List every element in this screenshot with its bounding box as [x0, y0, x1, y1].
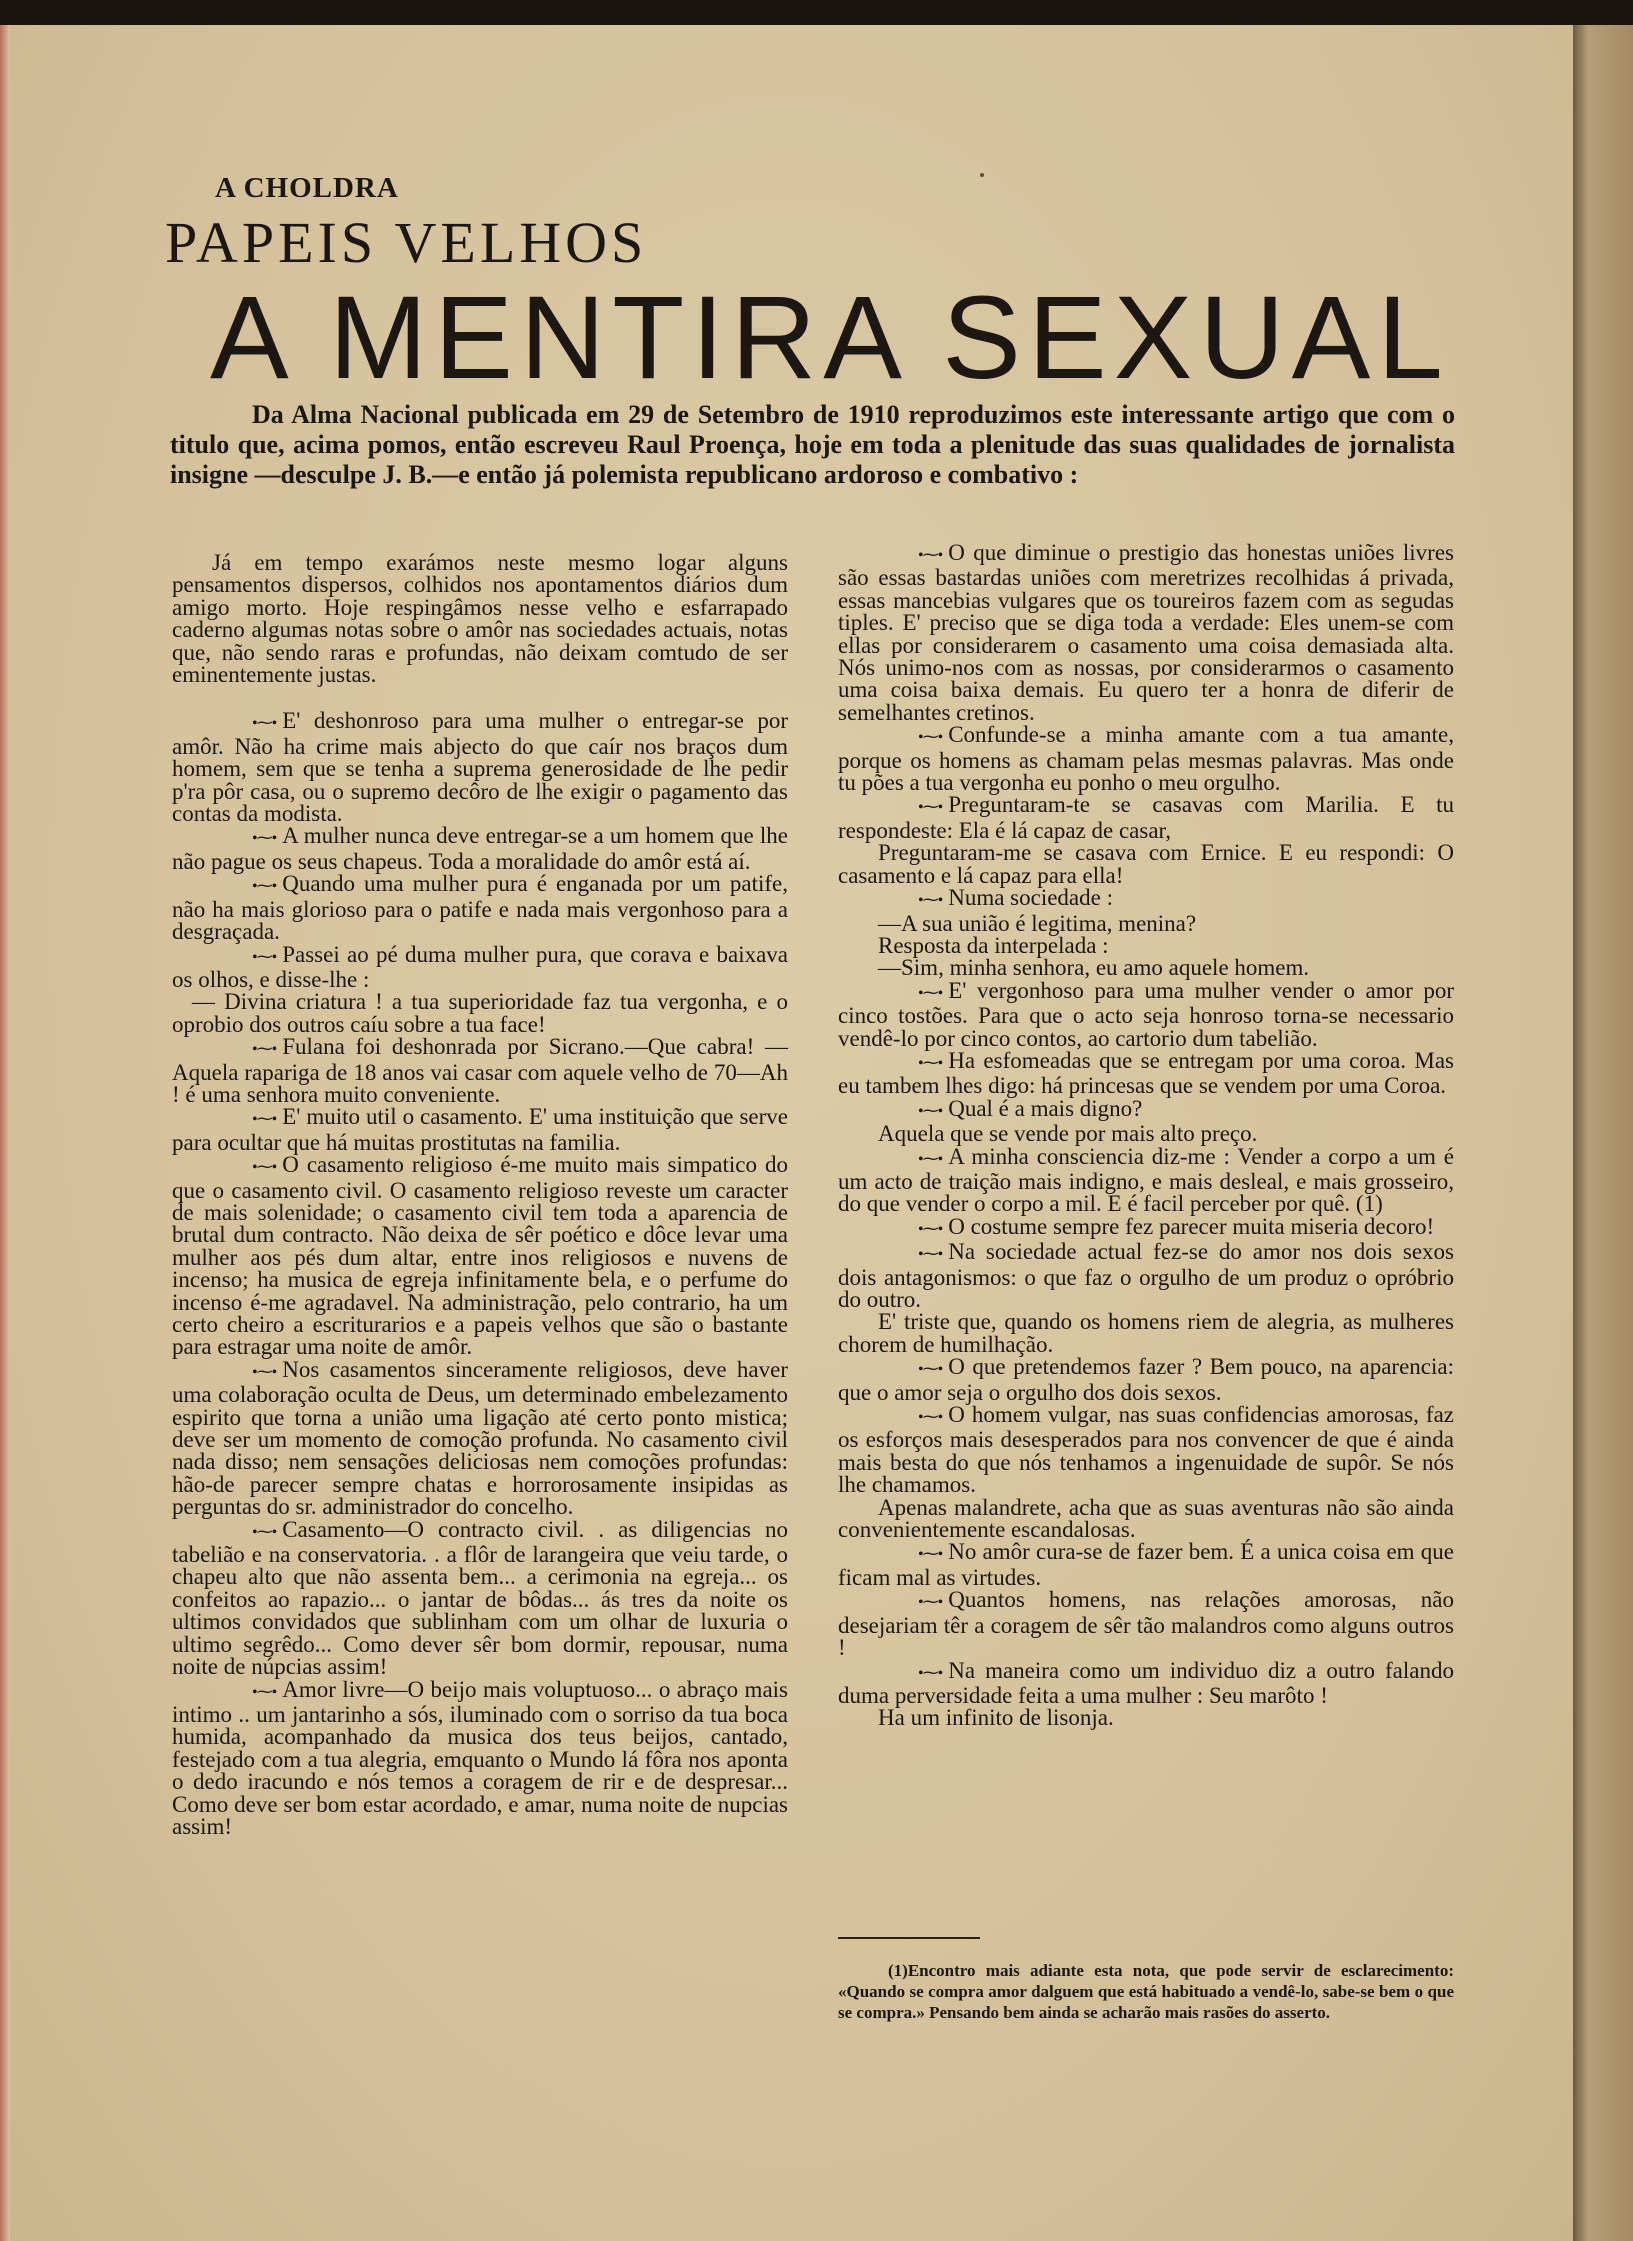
ornament-icon: •⁓•: [918, 1220, 943, 1238]
ornament-icon: •⁓•: [918, 1664, 943, 1682]
paragraph: •⁓• A mulher nunca deve entregar-se a um homem que lhe não pague os seus chapeus. Toda a moralidade do amôr está aí.: [172, 823, 788, 874]
paragraph: Aquela que se vende por mais alto preço.: [878, 1121, 1258, 1147]
paragraph: •⁓• Nos casamentos sinceramente religiosos, deve haver uma colaboração oculta de Deus, um determinado embelezamento espirito que torna a união uma ligação até certo ponto mistica; deve ser um momento de comoção profunda. No casamento civil nada disso; nem sensações deliciosas nem comoções profundas: hão-de parecer sempre chatas e horrorosamente insipidas as perguntas do sr. administrador do concelho.: [172, 1356, 788, 1520]
ornament-icon: •⁓•: [252, 1111, 277, 1129]
newspaper-page: [0, 25, 1573, 2241]
ornament-icon: •⁓•: [252, 1523, 277, 1541]
paragraph: •⁓• O que pretendemos fazer ? Bem pouco, na aparencia: que o amor seja o orgulho dos dois sexos.: [838, 1354, 1454, 1405]
ornament-icon: •⁓•: [918, 547, 943, 564]
ornament-icon: •⁓•: [252, 830, 277, 848]
section-heading: A CHOLDRA: [215, 172, 399, 204]
adjacent-page-edge: [1573, 25, 1633, 2241]
paragraph: •⁓• E' muito util o casamento. E' uma instituição que serve para ocultar que há muitas prostitutas na familia.: [172, 1104, 788, 1155]
ornament-icon: •⁓•: [918, 1246, 943, 1264]
ornament-icon: •⁓•: [918, 1594, 943, 1612]
paragraph: •⁓• Quando uma mulher pura é enganada por um patife, não ha mais glorioso para o patife e nada mais vergonhoso para a desgraçada.: [172, 871, 788, 945]
paragraph: Apenas malandrete, acha que as suas aventuras não são ainda convenientemente escandalosas.: [838, 1494, 1454, 1543]
paragraph: •⁓• Passei ao pé duma mulher pura, que corava e baixava os olhos, e disse-lhe :: [172, 941, 788, 992]
ornament-icon: •⁓•: [918, 984, 943, 1002]
paragraph: •⁓• Qual é a mais digno?: [838, 1098, 1454, 1123]
ink-speck: [980, 173, 984, 177]
paragraph: —Sim, minha senhora, eu amo aquele homem.: [878, 955, 1310, 981]
paragraph: •⁓• Preguntaram-te se casavas com Marilia. E tu respondeste: Ela é lá capaz de casar,: [838, 792, 1454, 843]
ornament-icon: •⁓•: [252, 1363, 277, 1381]
ornament-icon: •⁓•: [252, 1159, 277, 1177]
paragraph: •⁓• Quantos homens, nas relações amorosas, não desejariam têr a coragem de sêr tão malandros como alguns outros !: [838, 1587, 1454, 1661]
article-title: A MENTIRA SEXUAL: [210, 272, 1450, 404]
paragraph: •⁓• A minha consciencia diz-me : Vender a corpo a um é um acto de traição mais indigno, e mais desleal, e mais grosseiro, do que vender o corpo a mil. E é facil perceber por quê. (1): [838, 1143, 1454, 1217]
ornament-icon: •⁓•: [918, 729, 943, 747]
paragraph: •⁓• Fulana foi deshonrada por Sicrano.—Que cabra! —Aquela rapariga de 18 anos vai casar com aquele velho de 70—Ah ! é uma senhora muito conveniente.: [172, 1034, 788, 1107]
paragraph: •⁓• Amor livre—O beijo mais voluptuoso... o abraço mais intimo .. um jantarinho a sós, iluminado com o sorriso da tua boca humida, acompanhado da musica dos teus beijos, cantado, festejado com a tua alegria, emquanto o Mundo lá fôra nos aponta o dedo iracundo e nós temos a coragem de rir e de despresar... Como deve ser bom estar acordado, e amar, numa noite de nupcias assim!: [172, 1676, 788, 1839]
ornament-icon: •⁓•: [252, 878, 277, 896]
ornament-icon: •⁓•: [252, 1041, 277, 1059]
paragraph: E' triste que, quando os homens riem de alegria, as mulheres chorem de humilhação.: [838, 1309, 1454, 1357]
paragraph: Ha um infinito de lisonja.: [878, 1705, 1114, 1731]
paragraph: — Divina criatura ! a tua superioridade faz tua vergonha, e o oprobio dos outros caíu sobre a tua face!: [172, 989, 788, 1037]
paragraph: •⁓• Confunde-se a minha amante com a tua amante, porque os homens as chamam pelas mesmas palavras. Mas onde tu pões a tua vergonha eu ponho o meu orgulho.: [838, 722, 1454, 796]
paragraph: Já em tempo exarámos neste mesmo logar alguns pensamentos dispersos, colhidos nos apontamentos diários dum amigo morto. Hoje respingâmos nesse velho e esfarrapado caderno algumas notas sobre o amôr nas sociedades actuais, notas que, não sendo raras e profundas, não deixam comtudo de ser eminentemente justas.: [172, 550, 788, 688]
ornament-icon: •⁓•: [252, 948, 277, 966]
ornament-icon: •⁓•: [918, 1150, 943, 1168]
paragraph: Preguntaram-me se casava com Ernice. E eu respondi: O casamento e lá capaz para ella!: [838, 840, 1454, 888]
ornament-icon: •⁓•: [918, 1409, 943, 1427]
ornament-icon: •⁓•: [252, 1683, 277, 1701]
paragraph: •⁓• E' deshonroso para uma mulher o entregar-se por amôr. Não ha crime mais abjecto do que caír nos braços dum homem, sem que se tenha a suprema generosidade de lhe pedir p'ra pôr casa, ou o supremo decôro de lhe exigir o pagamento das contas da modista.: [172, 708, 788, 827]
ornament-icon: •⁓•: [918, 1361, 943, 1379]
paragraph: •⁓• O casamento religioso é-me muito mais simpatico do que o casamento civil. O casamento religioso reveste um caracter de mais solenidade; o casamento civil tem toda a aparencia de brutal dum contracto. Não deixa de sêr poético e dôce levar uma mulher aos pés dum altar, entre inos religiosos e nuvens de incenso; ha musica de egreja infinitamente bela, e o perfume do incenso é-me agradavel. Na administração, pelo contrario, ha um certo cheiro a escriturarios e a papeis velhos que são o bastante para estragar uma noite de amôr.: [172, 1152, 788, 1360]
series-title: PAPEIS VELHOS: [165, 210, 648, 275]
page-edge: [0, 25, 10, 2241]
paragraph: •⁓• Na maneira como um individuo diz a outro falando duma perversidade feita a uma mulher : Seu marôto !: [838, 1657, 1454, 1708]
paragraph: •⁓• O homem vulgar, nas suas confidencias amorosas, faz os esforços mais desesperados para nos convencer de que é ainda mais besta do que nós tenhamos a ingenuidade de supôr. Se nós lhe chamamos.: [838, 1402, 1454, 1498]
column-right: [838, 542, 1454, 1730]
intro-paragraph: Da Alma Nacional publicada em 29 de Setembro de 1910 reproduzimos este interessante artigo que com o titulo que, acima pomos, então escreveu Raul Proença, hoje em toda a plenitude das suas qualidades de jornalista insigne —desculpe J. B.—e então já polemista republicano ardoroso e combativo :: [170, 400, 1455, 489]
paragraph: •⁓• O costume sempre fez parecer muita miseria decoro!: [838, 1216, 1454, 1241]
paragraph: •⁓• No amôr cura-se de fazer bem. É a unica coisa em que ficam mal as virtudes.: [838, 1539, 1454, 1590]
ornament-icon: •⁓•: [918, 1054, 943, 1072]
paragraph: •⁓• Ha esfomeadas que se entregam por uma coroa. Mas eu tambem lhes digo: há princesas que se vendem por uma Coroa.: [838, 1047, 1454, 1099]
paragraph: •⁓• E' vergonhoso para uma mulher vender o amor por cinco tostões. Para que o acto seja honroso torna-se necessario vendê-lo por cinco contos, ao cartorio dum tabelião.: [838, 977, 1454, 1051]
paragraph: Resposta da interpelada :: [878, 932, 1109, 958]
footnote: (1)Encontro mais adiante esta nota, que pode servir de esclarecimento: «Quando se compra amor dalguem que está habituado a vendê-lo, sabe-se bem o que se compra.» Pensando bem ainda se acharão mais rasões do asserto.: [838, 1961, 1454, 2022]
paragraph: •⁓• Casamento—O contracto civil. . as diligencias no tabelião e na conservatoria. . a flôr de larangeira que veiu tarde, o chapeu alto que não assenta bem... a cerimonia na egreja... os confeitos ao rapazio... o jantar de bôdas... ás tres da noite os ultimos convidados que sublinham com um olhar de luxuria o ultimo segrêdo... Como dever sêr bom dormir, repousar, numa noite de núpcias assim!: [172, 1516, 788, 1680]
ornament-icon: •⁓•: [918, 799, 943, 817]
paragraph: •⁓• O que diminue o prestigio das honestas uniões livres são essas bastardas uniões com meretrizes recolhidas á privada, essas mancebias vulgares que os toureiros fazem com as segudas tiples. E' preciso que se diga toda a verdade: Eles unem-se com ellas por considerarem o casamento uma coisa demasiada alta. Nós unimo-nos com as nossas, por considerarmos o casamento uma coisa baixa demais. Eu quero ter a honra de diferir de semelhantes cretinos.: [838, 540, 1454, 725]
footnote-divider: [838, 1937, 980, 1939]
ornament-icon: •⁓•: [918, 1546, 943, 1564]
paragraph: —A sua união é legitima, menina?: [878, 910, 1197, 936]
column-left: [172, 552, 788, 1838]
ornament-icon: •⁓•: [918, 892, 943, 910]
paragraph: •⁓• Na sociedade actual fez-se do amor nos dois sexos dois antagonismos: o que faz o orgulho de um produz o opróbrio do outro.: [838, 1239, 1454, 1312]
ornament-icon: •⁓•: [918, 1102, 943, 1120]
paragraph: •⁓• Numa sociedade :: [838, 887, 1454, 912]
ornament-icon: •⁓•: [252, 715, 277, 733]
